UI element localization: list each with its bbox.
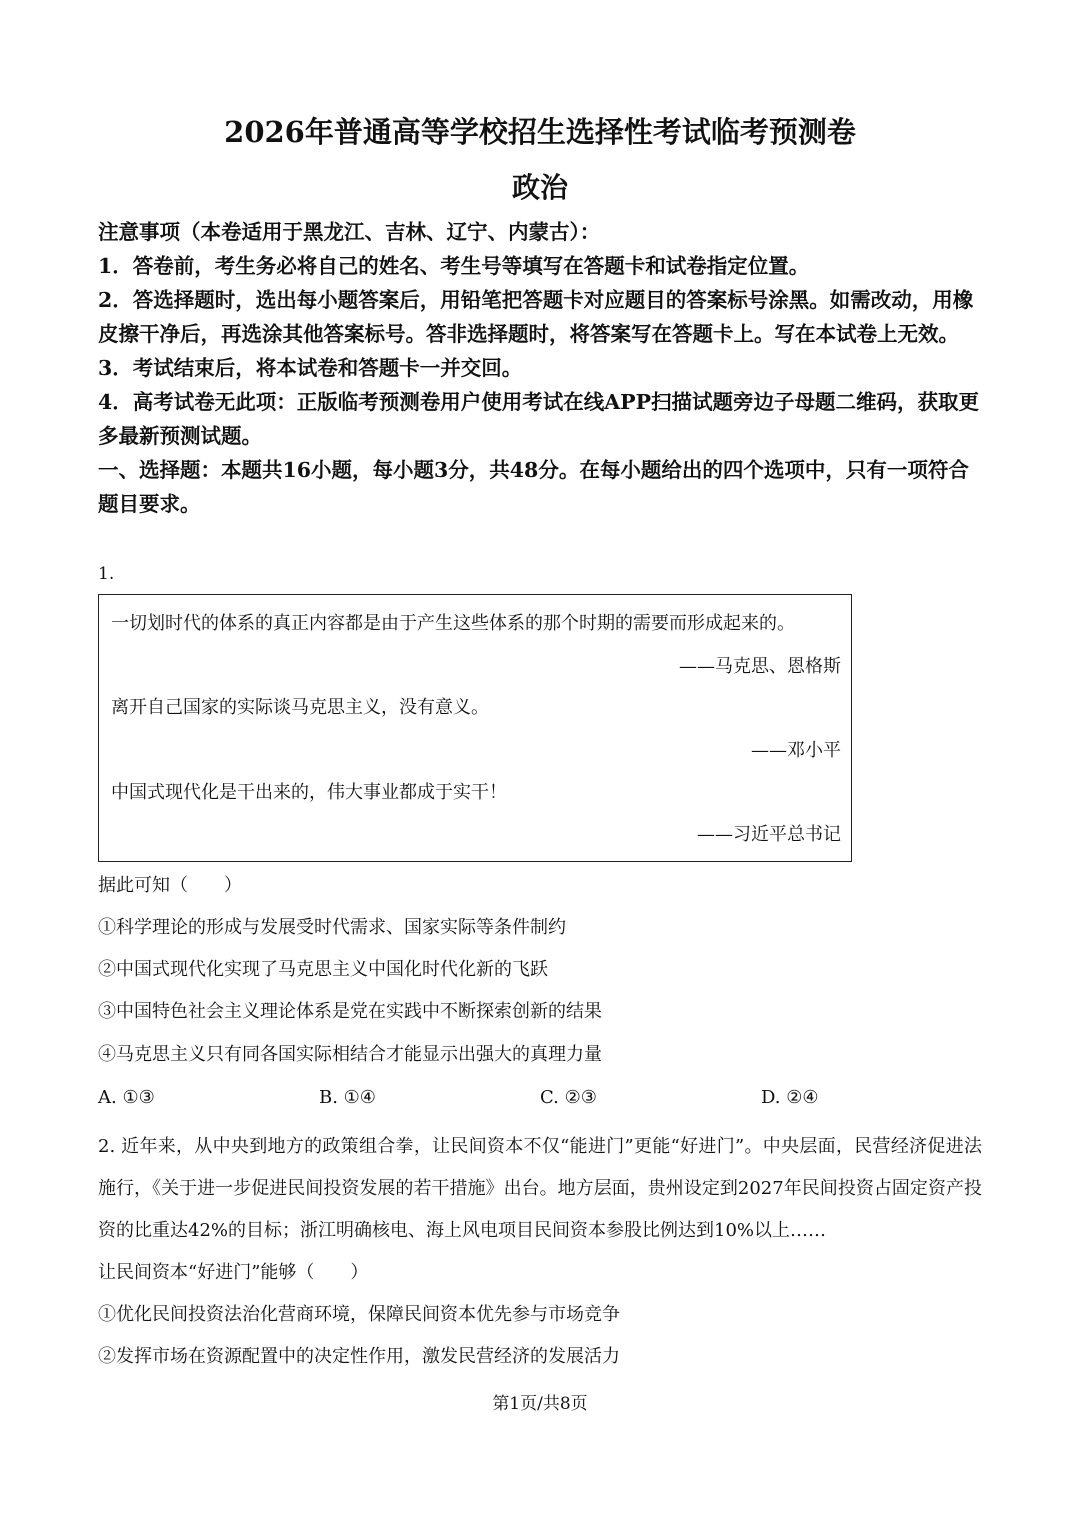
notice-section	[98, 215, 982, 521]
question-1-stem: 据此可知（ ）	[98, 875, 242, 896]
statement: ④马克思主义只有同各国实际相结合才能显示出强大的真理力量	[98, 1044, 602, 1065]
question-1-number: 1.	[98, 564, 115, 584]
option-d: D. ②④	[761, 1087, 819, 1108]
quote-source: ——邓小平	[751, 740, 841, 761]
exam-subject: 政治	[511, 171, 568, 204]
quote-text: 中国式现代化是干出来的，伟大事业都成于实干！	[111, 782, 507, 803]
quote-box	[98, 594, 852, 862]
option-a: A. ①③	[98, 1087, 155, 1108]
question-2-stem: 让民间资本“好进门”能够（ ）	[98, 1262, 369, 1283]
statement: ③中国特色社会主义理论体系是党在实践中不断探索创新的结果	[98, 1001, 602, 1022]
statement: ②中国式现代化实现了马克思主义中国化时代化新的飞跃	[98, 959, 548, 980]
question-2-text: 2. 近年来，从中央到地方的政策组合拳，让民间资本不仅“能进门”更能“好进门”。中央层面，民营经济促进法施行，《关于进一步促进民间投资发展的若干措施》出台。地方层面，贵州设定到2027年民间投资占固定资产投资的比重达42%的目标；浙江明确核电、海上风电项目民间资本参股比例达到10%以上……	[98, 1136, 982, 1241]
statement: ②发挥市场在资源配置中的决定性作用，激发民营经济的发展活力	[98, 1346, 620, 1367]
notice-heading: 注意事项（本卷适用于黑龙江、吉林、辽宁、内蒙古）：	[98, 220, 601, 244]
option-b: B. ①④	[319, 1087, 376, 1108]
option-c: C. ②③	[540, 1087, 597, 1108]
notice-item: 1．答卷前，考生务必将自己的姓名、考生号等填写在答题卡和试卷指定位置。	[98, 254, 810, 278]
notice-item: 2．答选择题时，选出每小题答案后，用铅笔把答题卡对应题目的答案标号涂黑。如需改动，用橡皮擦干净后，再选涂其他答案标号。答非选择题时，将答案写在答题卡上。写在本试卷上无效。	[98, 288, 974, 346]
statement: ①科学理论的形成与发展受时代需求、国家实际等条件制约	[98, 917, 566, 938]
quote-text: 一切划时代的体系的真正内容都是由于产生这些体系的那个时期的需要而形成起来的。	[111, 613, 795, 634]
section-heading: 一、选择题：本题共16小题，每小题3分，共48分。在每小题给出的四个选项中，只有一项符合题目要求。	[98, 458, 969, 516]
notice-item: 3．考试结束后，将本试卷和答题卡一并交回。	[98, 356, 523, 380]
question-2	[98, 1126, 982, 1378]
notice-item: 4．高考试卷无此项：正版临考预测卷用户使用考试在线APP扫描试题旁边子母题二维码，获取更多最新预测试题。	[98, 390, 979, 448]
exam-title: 2026年普通高等学校招生选择性考试临考预测卷	[224, 115, 856, 149]
question-1-options	[98, 1085, 982, 1111]
quote-source: ——马克思、恩格斯	[679, 656, 841, 677]
quote-source: ——习近平总书记	[697, 824, 841, 845]
page-number: 第1页/共8页	[492, 1394, 588, 1414]
quote-text: 离开自己国家的实际谈马克思主义，没有意义。	[111, 697, 489, 718]
statement: ①优化民间投资法治化营商环境，保障民间资本优先参与市场竞争	[98, 1304, 620, 1325]
